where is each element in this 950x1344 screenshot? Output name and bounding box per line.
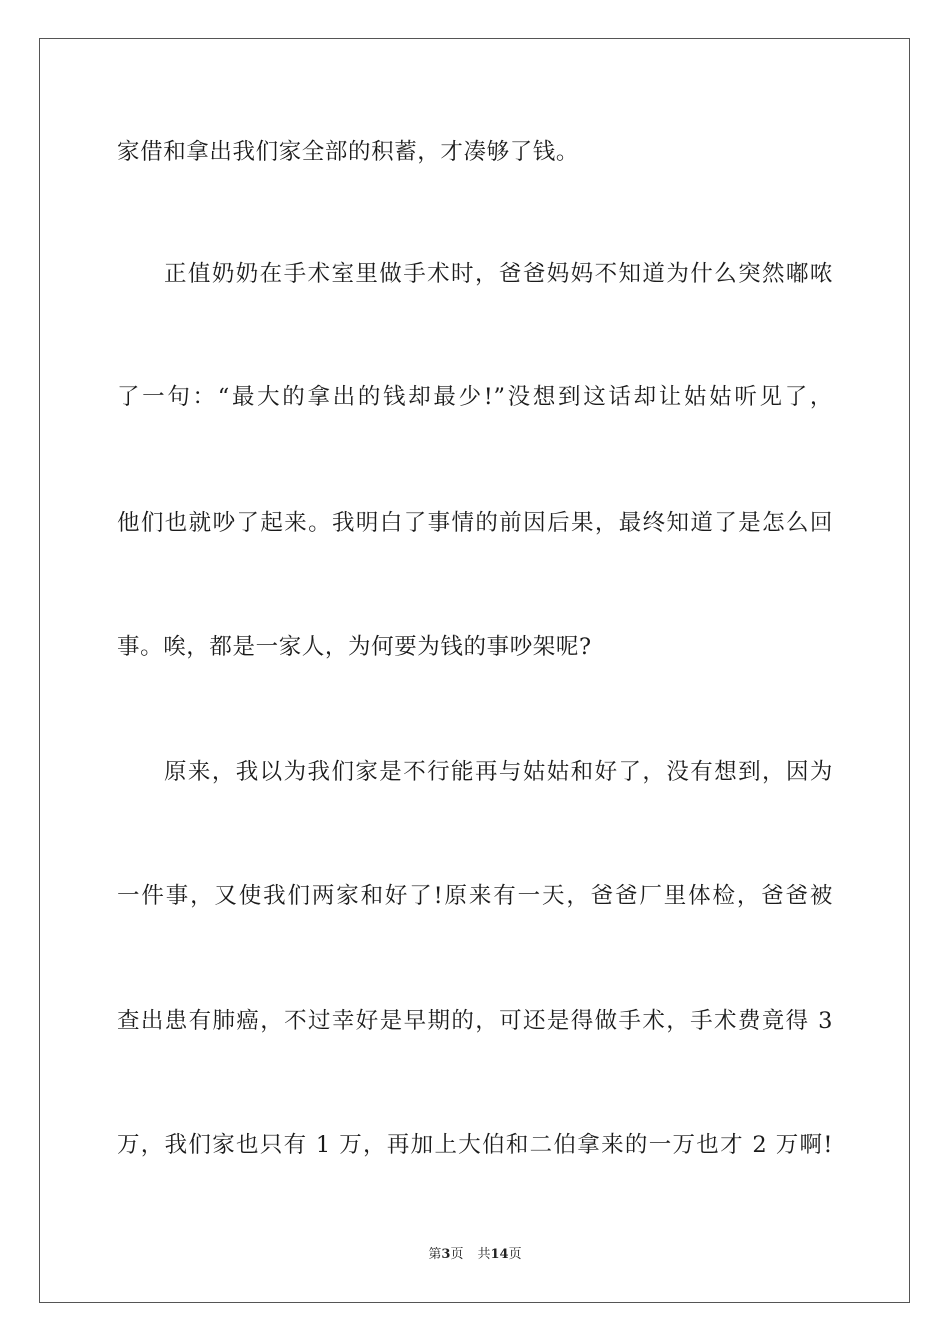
total-suffix: 页: [508, 1247, 522, 1262]
text-line-9: 万，我们家也只有 1 万，再加上大伯和二伯拿来的一万也才 2 万啊!: [117, 1132, 833, 1158]
text-line-3: 了一句：“最大的拿出的钱却最少!”没想到这话却让姑姑听见了，: [117, 384, 833, 410]
text-line-6: 原来，我以为我们家是不行能再与姑姑和好了，没有想到，因为: [164, 759, 833, 785]
text-line-2: 正值奶奶在手术室里做手术时，爸爸妈妈不知道为什么突然嘟哝: [164, 261, 833, 287]
text-line-8: 查出患有肺癌，不过幸好是早期的，可还是得做手术，手术费竟得 3: [117, 1008, 833, 1034]
page-prefix: 第: [428, 1247, 442, 1262]
text-line-4: 他们也就吵了起来。我明白了事情的前因后果，最终知道了是怎么回: [117, 510, 833, 536]
text-line-1: 家借和拿出我们家全部的积蓄，才凑够了钱。: [117, 139, 580, 165]
text-line-5: 事。唉，都是一家人，为何要为钱的事吵架呢?: [117, 634, 592, 660]
page-number: 3: [441, 1247, 451, 1262]
total-prefix: 共: [477, 1247, 491, 1262]
page-footer: [0, 1246, 950, 1264]
page-suffix: 页: [450, 1247, 464, 1262]
page-frame: [39, 38, 910, 1303]
text-line-7: 一件事，又使我们两家和好了!原来有一天，爸爸厂里体检，爸爸被: [117, 883, 833, 909]
total-pages: 14: [490, 1247, 509, 1262]
